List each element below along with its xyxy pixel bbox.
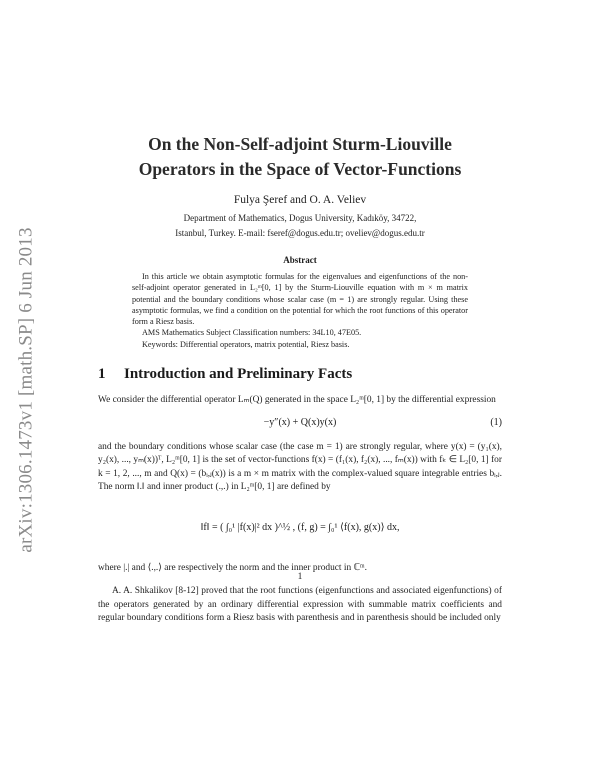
author-list: Fulya Şeref and O. A. Veliev [233,194,367,206]
paper-title [98,132,502,182]
title-line-1: On the Non-Self-adjoint Sturm-Liouville [148,134,452,154]
body-paragraph-2: and the boundary conditions whose scalar case (the case m = 1) are strongly regular, where y(x) = (y₁(x), y₂(x), ..., yₘ(x))ᵀ, L₂ᵐ[0, 1] is the set of vector-functions f(x) = (f₁(x), f₂(x), ..., fₘ(x)) with fₖ ∈ L₂[0, 1] for k = 1, 2, ..., m and Q(x) = (bᵢ,ⱼ(x)) is a m × m matrix with the complex-valued square integrable entries bᵢ,ⱼ. The norm ‖.‖ and inner product (.,.) in L₂ᵐ[0, 1] are defined by [98,442,502,492]
arxiv-identifier-stamp [16,180,38,600]
abstract-text: In this article we obtain asymptotic formulas for the eigenvalues and eigenfunctions of the non-self-adjoint operator generated in L₂ᵐ[0, 1] by the Sturm-Liouville equation with m × m matrix potential and the boundary conditions whose scalar case (m = 1) are strongly regular. Using these asymptotic formulas, we find a condition on the potential for which the root functions of this operator form a Riesz basis. [132,272,468,327]
affiliation [98,211,502,241]
abstract-block [132,255,468,350]
section-title-text: Introduction and Preliminary Facts [124,366,353,383]
body-paragraph-4: A. A. Shkalikov [8-12] proved that the root functions (eigenfunctions and associated eigenfunctions) of the operators generated by an ordinary differential expression with summable matrix coefficients and regular boundary conditions form a Riesz basis with parenthesis and in parenthesis should be included only [98,586,502,623]
body-paragraph-1: We consider the differential operator Lₘ(Q) generated in the space L₂ᵐ[0, 1] by the differential expression [98,395,496,406]
equation-norm-expression: ‖f‖ = ( ∫₀¹ |f(x)|² dx )^½ , (f, g) = ∫₀¹ ⟨f(x), g(x)⟩ dx, [200,522,400,534]
title-line-2: Operators in the Space of Vector-Functions [138,159,462,179]
abstract-heading: Abstract [283,255,317,265]
page-number: 1 [297,572,303,582]
section-heading [98,366,502,383]
arxiv-identifier-text: arXiv:1306.1473v1 [math.SP] 6 Jun 2013 [16,227,37,553]
affiliation-line-2: Istanbul, Turkey. E-mail: fseref@dogus.edu.tr; oveliev@dogus.edu.tr [175,228,425,238]
section-number: 1 [98,366,106,383]
body-paragraph-3: where |.| and ⟨.,.⟩ are respectively the norm and the inner product in ℂᵐ. [98,563,367,574]
keywords: Keywords: Differential operators, matrix potential, Riesz basis. [142,339,350,349]
affiliation-line-1: Department of Mathematics, Dogus University, Kadıköy, 34722, [183,213,417,223]
page-content [98,132,502,625]
equation-1 [98,417,502,431]
msc-classification: AMS Mathematics Subject Classification numbers: 34L10, 47E05. [142,328,362,338]
equation-norm-inner-product [98,504,502,552]
equation-1-expression: −y″(x) + Q(x)y(x) [263,417,337,429]
equation-1-number: (1) [490,417,502,429]
